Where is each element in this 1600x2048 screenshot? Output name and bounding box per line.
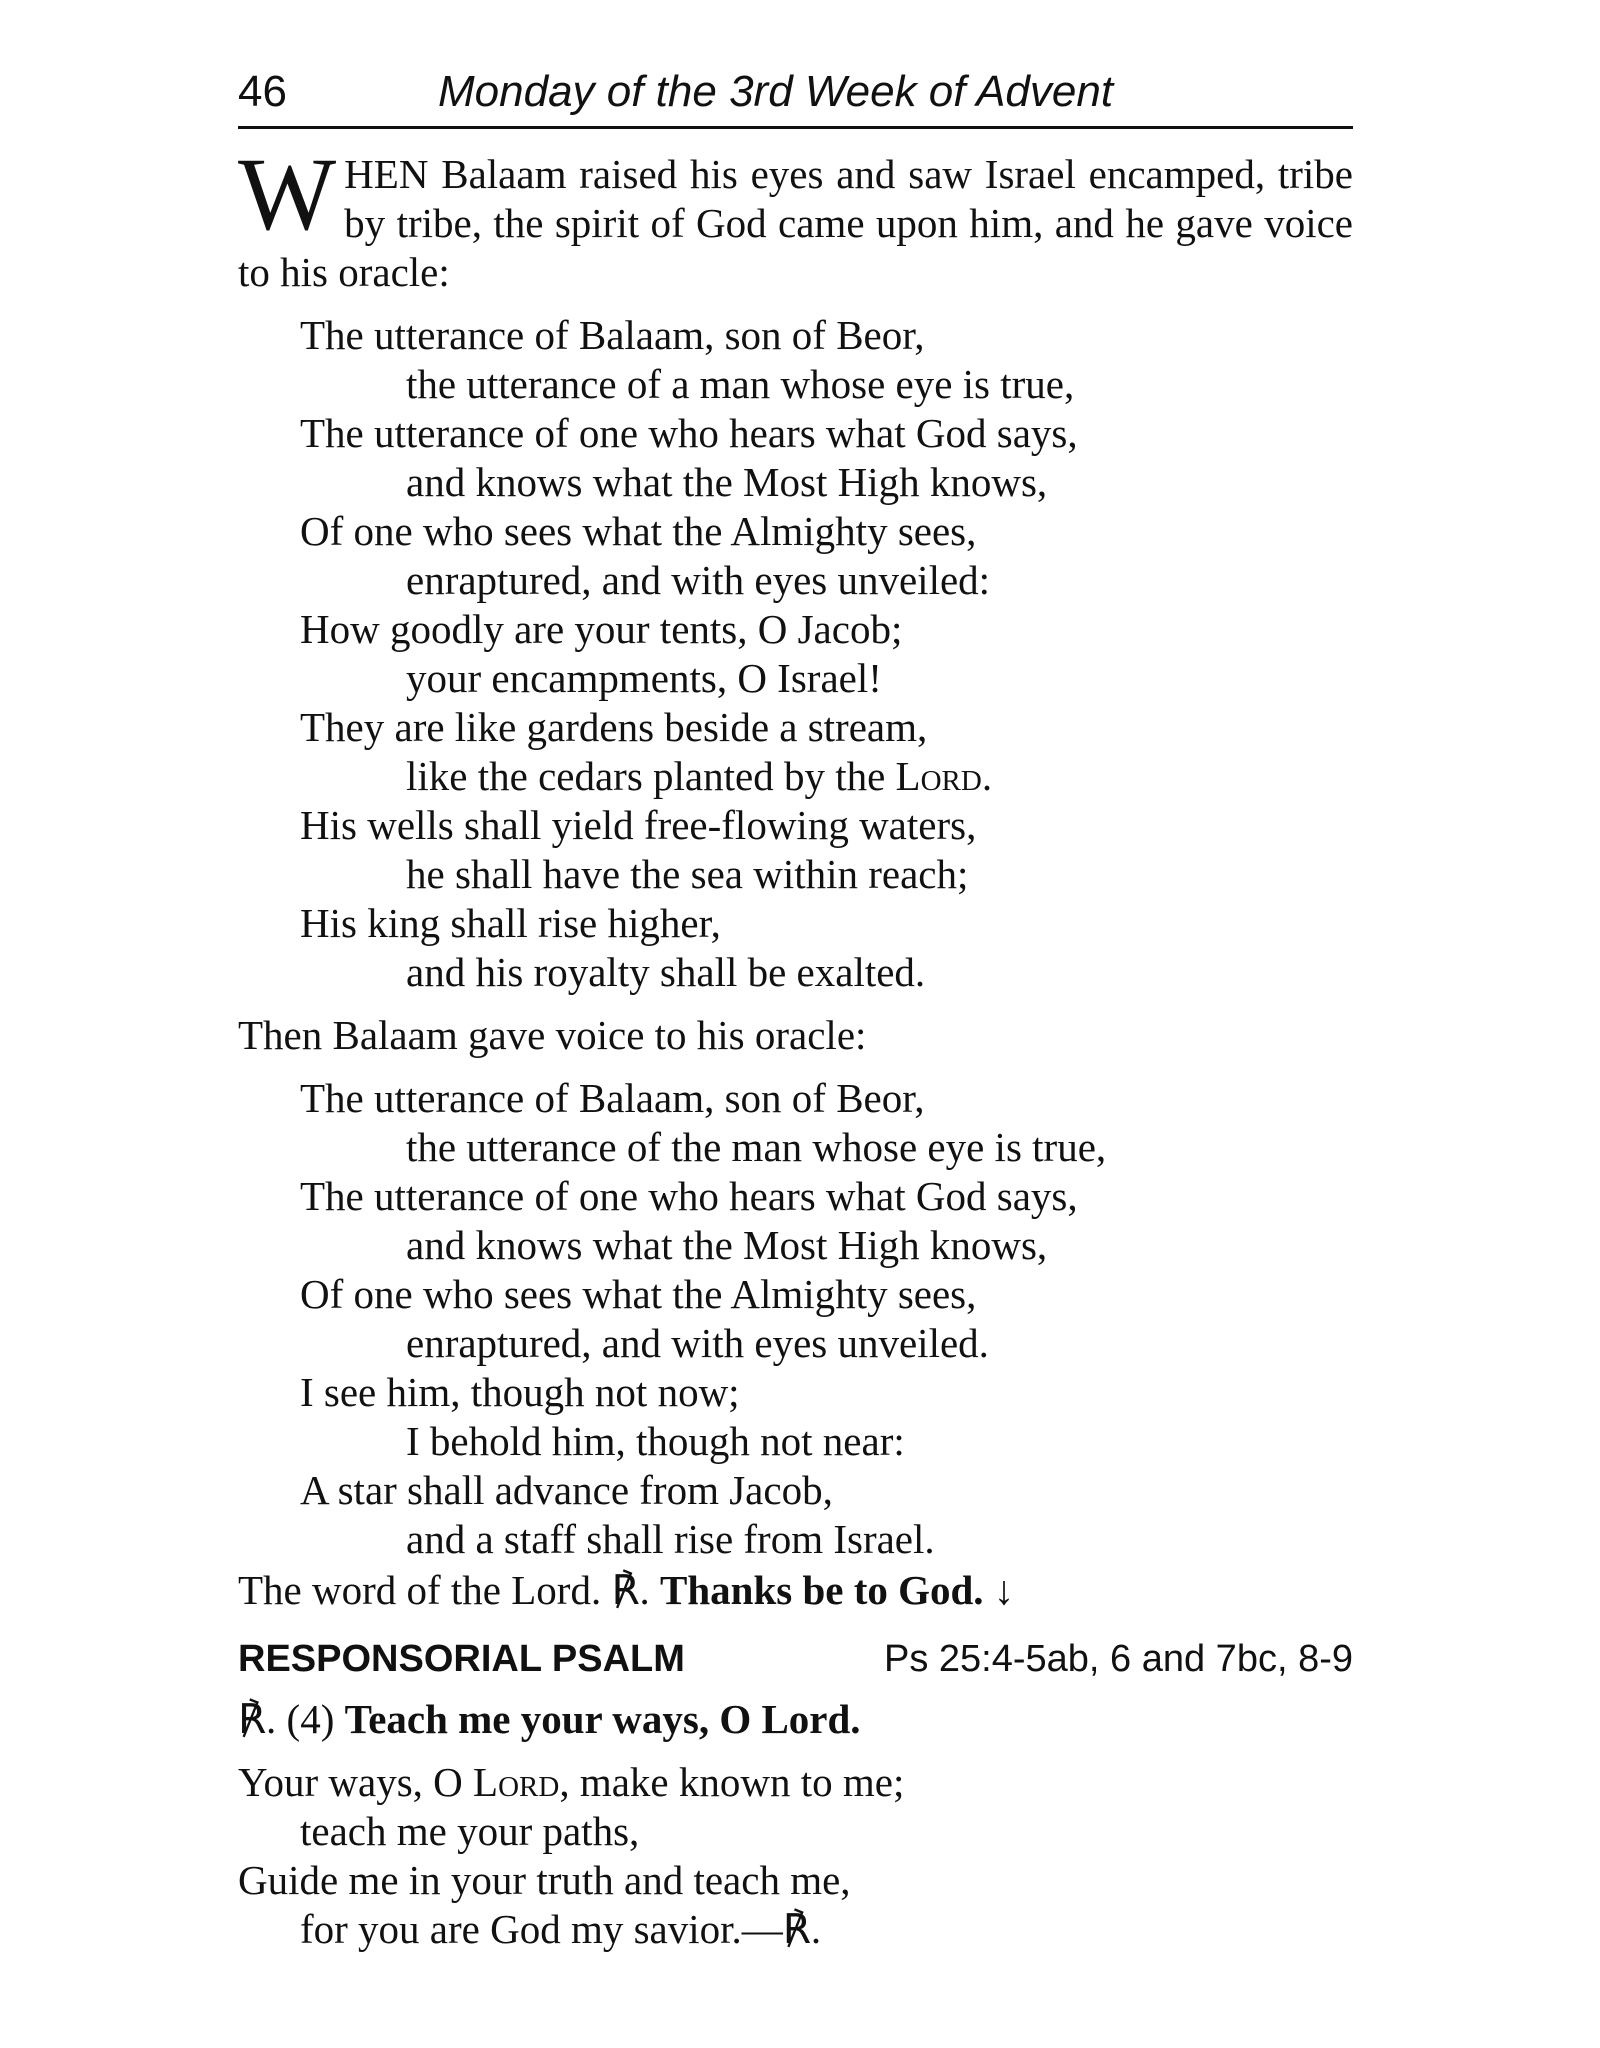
reading-content: [238, 137, 1353, 1954]
verse-line: The utterance of Balaam, son of Beor,: [300, 1075, 925, 1121]
verse-line: enraptured, and with eyes unveiled:: [406, 557, 991, 603]
oracle-verse-2: [238, 1074, 1353, 1564]
lord-smallcaps: Lord: [473, 1759, 560, 1805]
verse-line: the utterance of the man whose eye is true,: [406, 1124, 1107, 1170]
verse-line: and knows what the Most High knows,: [406, 459, 1048, 505]
psalm-line: [238, 1758, 1353, 1807]
page-header: [238, 66, 1353, 129]
refrain-prefix: ℟. (4): [238, 1696, 345, 1742]
oracle-verse-1: [238, 311, 1353, 997]
verse-line: and his royalty shall be exalted.: [406, 949, 926, 995]
psalm-line-start: Your ways, O: [238, 1759, 474, 1805]
verse-line: and a staff shall rise from Israel.: [406, 1516, 935, 1562]
verse-line: The utterance of one who hears what God says,: [300, 410, 1078, 456]
psalm-header: [238, 1633, 1353, 1685]
verse-line: he shall have the sea within reach;: [406, 851, 969, 897]
psalm-title: RESPONSORIAL PSALM: [238, 1638, 685, 1680]
verse-line: They are like gardens beside a stream,: [300, 704, 928, 750]
verse-line: How goodly are your tents, O Jacob;: [300, 606, 903, 652]
verse-line: Of one who sees what the Almighty sees,: [300, 508, 977, 554]
refrain-text: Teach me your ways, O Lord.: [344, 1696, 861, 1742]
psalm-stanza: [238, 1758, 1353, 1954]
verse-line: The utterance of one who hears what God says,: [300, 1173, 1078, 1219]
verse-line: and knows what the Most High knows,: [406, 1222, 1048, 1268]
verse-line-text: like the cedars planted by the: [406, 753, 896, 799]
page-number: 46: [238, 67, 287, 116]
psalm-reference: Ps 25:4-5ab, 6 and 7bc, 8-9: [884, 1638, 1353, 1680]
psalm-line: for you are God my savior.—℟.: [300, 1906, 822, 1952]
opening-paragraph: [238, 137, 1353, 297]
verse-line: The utterance of Balaam, son of Beor,: [300, 312, 925, 358]
psalm-line: Guide me in your truth and teach me,: [238, 1857, 851, 1903]
verse-line: Of one who sees what the Almighty sees,: [300, 1271, 977, 1317]
opening-text: Balaam raised his eyes and saw Israel encamped, tribe by tribe, the spirit of God came upon him, and he gave voice to his oracle:: [238, 151, 1353, 295]
lord-smallcaps: Lord: [895, 753, 982, 799]
opening-caps: HEN: [344, 151, 429, 197]
psalm-line-end: , make known to me;: [559, 1759, 905, 1805]
running-title: Monday of the 3rd Week of Advent: [438, 67, 1114, 116]
psalm-line: teach me your paths,: [300, 1808, 640, 1854]
verse-line-lord: [238, 752, 1353, 801]
verse-line: the utterance of a man whose eye is true,: [406, 361, 1075, 407]
closing-text: The word of the Lord. ℟.: [238, 1567, 660, 1613]
closing-response: Thanks be to God. ↓: [660, 1567, 1015, 1613]
verse-line: His wells shall yield free-flowing waters,: [300, 802, 977, 848]
verse-line: your encampments, O Israel!: [406, 655, 882, 701]
closing-acclamation: [238, 1566, 1353, 1615]
verse-line: A star shall advance from Jacob,: [300, 1467, 833, 1513]
verse-line: I behold him, though not near:: [406, 1418, 905, 1464]
drop-cap: W: [238, 137, 337, 252]
verse-line: enraptured, and with eyes unveiled.: [406, 1320, 989, 1366]
transition-line: Then Balaam gave voice to his oracle:: [238, 1012, 867, 1058]
psalm-refrain: [238, 1695, 1353, 1744]
verse-line: I see him, though not now;: [300, 1369, 740, 1415]
verse-line: His king shall rise higher,: [300, 900, 721, 946]
verse-line-end: .: [981, 753, 993, 799]
